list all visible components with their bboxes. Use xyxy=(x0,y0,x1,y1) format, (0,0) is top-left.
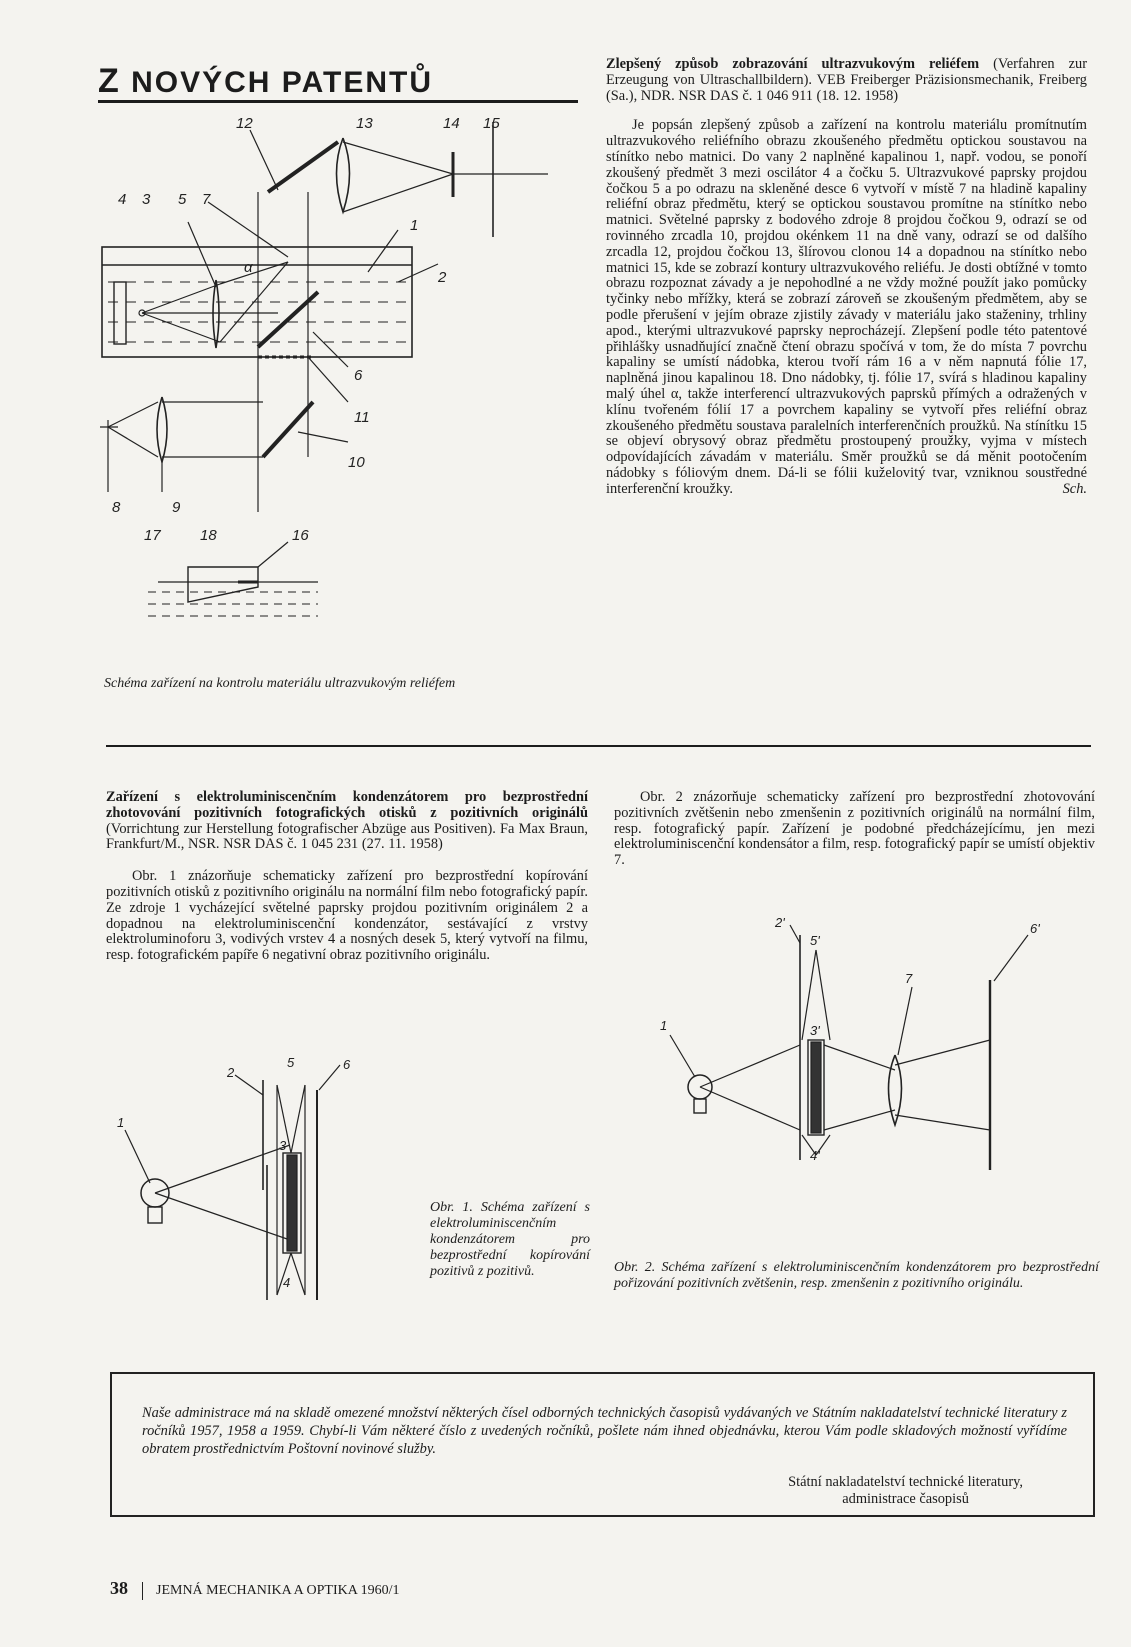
fig-label-1: 1 xyxy=(410,217,419,234)
fig-label-5: 5 xyxy=(178,191,187,208)
patent1-heading xyxy=(606,57,1087,104)
figure1-caption: Schéma zařízení na kontrolu materiálu ultrazvukovým reliéfem xyxy=(104,676,456,691)
section-divider xyxy=(106,745,1091,747)
notice-sig-line1: Státní nakladatelství technické literatury, xyxy=(788,1474,1023,1490)
fig2-label-1: 1 xyxy=(660,1018,668,1033)
page-number: 38 xyxy=(110,1578,128,1598)
fig-label-10: 10 xyxy=(348,454,365,471)
notice-sig-line2: administrace časopisů xyxy=(842,1491,969,1507)
fig-label-9: 9 xyxy=(172,499,181,516)
patent2-title-rest: (Vorrichtung zur Herstellung fotografischer Abzüge aus Positiven). Fa Max Braun, Frankfurt/M., NSR. NSR DAS č. 1 045 231 (27. 11. 1958) xyxy=(106,820,588,853)
fig-label-14: 14 xyxy=(443,115,460,132)
footer-divider xyxy=(142,1582,143,1600)
patent2-title: Zařízení s elektroluminiscenčním kondenzátorem pro bezprostřední zhotovování pozitivních fotografických otisků z pozitivních originálů xyxy=(106,789,588,821)
fig2-label-3: 3' xyxy=(810,1023,820,1038)
ultrasound-apparatus-figure xyxy=(98,112,588,672)
fig2-label-6: 6' xyxy=(1030,921,1040,936)
fig-label-17: 17 xyxy=(144,527,161,544)
fig2-label-4: 4' xyxy=(810,1148,820,1163)
fig-label-13: 13 xyxy=(356,115,373,132)
patent2-right-column xyxy=(614,790,1095,869)
patent1-body: Je popsán zlepšený způsob a zařízení na kontrolu materiálu promítnutím ultrazvukového reliéfního obrazu zkoušeného předmětu optickou soustavou na stínítko nebo matnici. Do vany 2 naplněné kapalinou 1, např. vodou, se ponoří zkoušený předmět 3 mezi oscilátor 4 a čočku 5. Ultrazvukové paprsky projdou čočkou 5 a po odrazu na skleněné desce 6 vytvoří v místě 7 na hladině kapaliny reliéfní obraz předmětu, který se optickou soustavou promítne na stínítko nebo matnici. Světelné paprsky z bodového zdroje 8 projdou čočkou 9, odrazí se od rovinného zrcadla 10, projdou okénkem 11 na dně vany, odrazí se od dalšího zrcadla 12, projdou čočkou 13, šlírovou clonou 14 a dopadnou na stínítko nebo matnici 15, kde se zobrazí kontury ultrazvukového reliéfu. Je dosti obtížné v tomto obrazu rozpoznat závady a je nepohodlné a ne vždy možné použít jako pomůcky tyčinky nebo mřížky, která se zobrazí zároveň se zkoušeným předmětem, aby se podle přerušení v jejím obraze zjistily závady v materiálu jako staženiny, trhliny apod., kterými ultrazvukové paprsky neprocházejí. Zlepšení podle této patentové přihlášky usnadňující značně čtení obrazu spočívá v tom, že do místa 7 povrchu kapaliny se umístí nádobka, kterou tvoří rám 16 a v něm napnutá fólie 17, naplněná jinou kapalinou 18. Dno nádobky, tj. fólie 17, svírá s hladinou kapaliny malý úhel α, takže interferencí ultrazvukových paprsků přímých a odražených v klínu tvořeném fólií 17 a povrchem kapaliny se vytvoří přes reliéfní obraz zkoušeného předmětu soustava paralelních interferenčních proužků. Na stínítku 15 se objeví obrysový obraz předmětu prostoupený proužky, vyjma v místech odpovídajících závadám v materiálu. Směr proužků se dá měnit pootočením nádobky s fóliovým dnem. Dá-li se fólii kuželovitý tvar, vzniknou soustředné interferenční kroužky. xyxy=(606,117,1087,497)
section-title-rest: NOVÝCH PATENTŮ xyxy=(131,66,434,99)
fig-label-2: 2 xyxy=(438,269,447,286)
journal-name: JEMNÁ MECHANIKA A OPTIKA 1960/1 xyxy=(156,1583,400,1598)
fig1-label-6: 6 xyxy=(343,1057,351,1072)
fig1-label-3: 3 xyxy=(279,1138,287,1153)
fig1-caption: Obr. 1. Schéma zařízení s elektroluminiscenčním kondenzátorem pro bezprostřední kopírování pozitivů z pozitivů. xyxy=(430,1200,590,1279)
patent1-title: Zlepšený způsob zobrazování ultrazvukovým reliéfem xyxy=(606,56,980,72)
fig-label-8: 8 xyxy=(112,499,121,516)
fig2-label-7: 7 xyxy=(905,971,913,986)
notice-signature xyxy=(788,1474,1023,1508)
fig-label-alpha: α xyxy=(244,259,253,276)
fig-label-12: 12 xyxy=(236,115,253,132)
fig2-diagram xyxy=(650,915,1090,1175)
fig1-label-5: 5 xyxy=(287,1055,295,1070)
patent2-body2: Obr. 2 znázorňuje schematicky zařízení pro bezprostřední zhotovování pozitivních zvětšenin nebo zmenšenin z pozitivních originálů na normální film, resp. fotografický papír. Zařízení je podobné předcházejícímu, jen mezi elektroluminiscenční kondensátor a film, resp. fotografický papír se umístí objektiv 7. xyxy=(614,789,1095,869)
fig1-label-1: 1 xyxy=(117,1115,125,1130)
section-title xyxy=(98,62,433,101)
fig-label-3: 3 xyxy=(142,191,151,208)
fig2-label-5: 5' xyxy=(810,933,820,948)
fig-label-15: 15 xyxy=(483,115,500,132)
patent2-body1: Obr. 1 znázorňuje schematicky zařízení pro bezprostřední kopírování pozitivních otisků z pozitivního originálu na normální film nebo fotografický papír. Ze zdroje 1 vycházející světelné paprsky projdou pozitivním originálem 2 a dopadnou na elektroluminiscenční kondenzátor, sestávající z vrstvy elektroluminoforu 3, vodivých vrstev 4 a nosných desek 5, který vytvoří na filmu, resp. fotografickém papíře 6 negativní obraz pozitivního originálu. xyxy=(106,868,588,964)
fig2-label-2: 2' xyxy=(775,915,785,930)
fig-label-11: 11 xyxy=(354,409,370,426)
patent2-left-column xyxy=(106,790,588,964)
patent1-signature: Sch. xyxy=(1062,480,1087,497)
section-title-initial: Z xyxy=(98,62,121,100)
fig-label-7: 7 xyxy=(202,191,211,208)
title-rule xyxy=(98,100,578,103)
fig-label-4: 4 xyxy=(118,191,127,208)
fig1-label-2: 2 xyxy=(227,1065,235,1080)
notice-box xyxy=(110,1372,1095,1517)
fig2-caption: Obr. 2. Schéma zařízení s elektroluminiscenčním kondenzátorem pro bezprostřední pořizování pozitivních zvětšenin, resp. zmenšenin z pozitivního originálu. xyxy=(614,1260,1099,1291)
notice-text: Naše administrace má na skladě omezené množství některých čísel odborných technických časopisů vydávaných ve Státním nakladatelství technické literatury z ročníků 1957, 1958 a 1959. Chybí-li Vám některé číslo z uvedených ročníků, pošlete nám ihned objednávku, kterou Vám podle skladových možností vyřídíme obratem prostřednictvím Poštovní novinové služby. xyxy=(142,1405,1067,1457)
fig-label-6: 6 xyxy=(354,367,363,384)
fig1-label-4: 4 xyxy=(283,1275,291,1290)
patent2-heading xyxy=(106,790,588,853)
patent1-column xyxy=(606,57,1087,497)
patent1-title-rest: (Verfahren zur Erzeugung von Ultraschallbildern). VEB Freiberger Präzisionsmechanik, Freiberg (Sa.), NDR. NSR DAS č. 1 046 911 (18. 12. 1958) xyxy=(606,56,1087,104)
fig-label-16: 16 xyxy=(292,527,309,544)
fig-label-18: 18 xyxy=(200,527,217,544)
page-footer xyxy=(110,1578,399,1600)
fig1-diagram xyxy=(115,1055,415,1315)
